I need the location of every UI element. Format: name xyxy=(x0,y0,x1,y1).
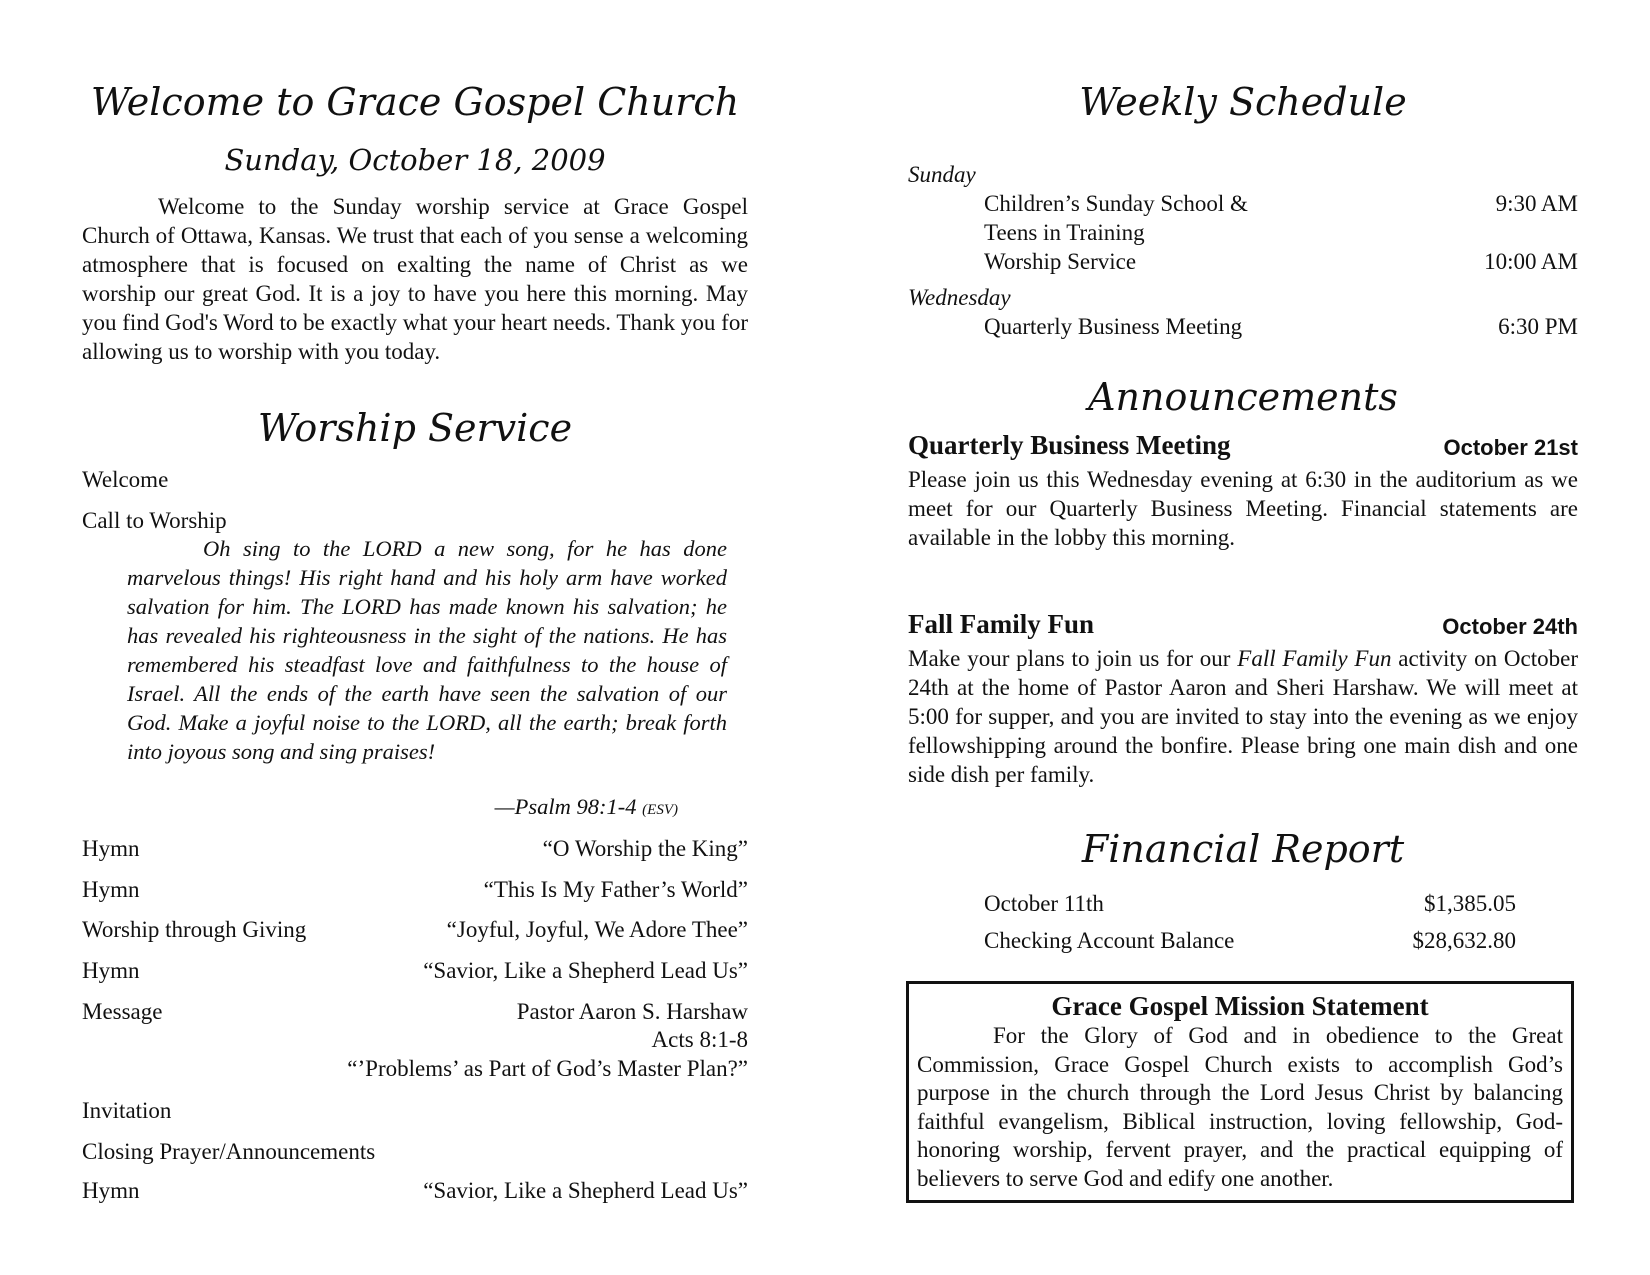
welcome-title: Welcome to Grace Gospel Church xyxy=(90,80,740,124)
worship-service-title: Worship Service xyxy=(257,406,573,450)
business-meeting-item: Quarterly Business Meeting xyxy=(984,314,1243,339)
sunday-label: Sunday xyxy=(908,162,976,187)
mission-text: For the Glory of God and in obedience to the Great Commission, Grace Gospel Church exists to accomplish God’s purpose in the church through the Lord Jesus Christ by balancing faithful evangelism, Biblical instruction, loving fellowship, God-honoring worship, fervent prayer, and the practical equipping of believers to serve God and edify one another. xyxy=(917,1023,1563,1191)
closing-item: Closing Prayer/Announcements xyxy=(82,1139,376,1164)
mission-statement-box xyxy=(906,981,1574,1203)
message-scripture: Acts 8:1-8 xyxy=(651,1027,748,1052)
announcements-title: Announcements xyxy=(1088,375,1398,419)
financial-row-2-label: Checking Account Balance xyxy=(984,928,1235,953)
order-item-4: Hymn “Savior, Like a Shepherd Lead Us” xyxy=(82,958,748,983)
announcement-1-title: Quarterly Business Meeting xyxy=(908,430,1231,460)
sunday-school-item: Children’s Sunday School & xyxy=(984,191,1248,216)
welcome-paragraph: Welcome to the Sunday worship service at Grace Gospel Church of Ottawa, Kansas. We trust that each of you sense a welcoming atmosphere that is focused on exalting the name of Christ as we worship our great God. It is a joy to have you here this morning. May you find God's Word to be exactly what your heart needs. Thank you for allowing us to worship with you today. xyxy=(82,194,748,364)
date-line: Sunday, October 18, 2009 xyxy=(224,143,606,177)
scripture-verse: Oh sing to the LORD a new song, for he has done marvelous things! His right hand and his holy arm have worked salvation for him. The LORD has made known his salvation; he has revealed his righteousness in the sight of the nations. He has remembered his steadfast love and faithfulness to the house of Israel. All the ends of the earth have seen the salvation of our God. Make a joyful noise to the LORD, all the earth; break forth into joyous song and sing praises! xyxy=(127,536,727,764)
order-item-final-hymn: Hymn “Savior, Like a Shepherd Lead Us” xyxy=(82,1178,748,1203)
invitation-item: Invitation xyxy=(82,1098,172,1123)
financial-row-1-value: $1,385.05 xyxy=(1424,891,1516,916)
teens-in-training-item: Teens in Training xyxy=(984,220,1145,245)
financial-row-1-label: October 11th xyxy=(984,891,1104,916)
message-title: “’Problems’ as Part of God’s Master Plan?” xyxy=(347,1056,748,1081)
mission-title: Grace Gospel Mission Statement xyxy=(1051,991,1429,1021)
announcement-2-date: October 24th xyxy=(1442,614,1578,639)
announcement-1-date: October 21st xyxy=(1443,435,1578,460)
welcome-item: Welcome xyxy=(82,467,169,492)
order-item-message: Message Pastor Aaron S. Harshaw xyxy=(82,999,748,1024)
business-meeting-time: 6:30 PM xyxy=(1498,314,1578,339)
order-item-3: Worship through Giving “Joyful, Joyful, We Adore Thee” xyxy=(82,917,748,942)
verse-reference: —Psalm 98:1-4 (ESV) xyxy=(494,794,678,819)
sunday-school-time: 9:30 AM xyxy=(1495,191,1578,216)
order-item-1: Hymn “O Worship the King” xyxy=(82,836,748,861)
announcement-2-title: Fall Family Fun xyxy=(908,609,1095,639)
announcement-1-text: Please join us this Wednesday evening at 6:30 in the auditorium as we meet for our Quarterly Business Meeting. Financial statements are available in the lobby this morning. xyxy=(908,467,1578,550)
announcement-2-text: Make your plans to join us for our Fall Family Fun activity on October 24th at the home of Pastor Aaron and Sheri Harshaw. We will meet at 5:00 for supper, and you are invited to stay into the evening as we enjoy fellowshipping around the bonfire. Please bring one main dish and one side dish per family. xyxy=(908,646,1578,787)
order-item-2: Hymn “This Is My Father’s World” xyxy=(82,877,748,902)
worship-service-time: 10:00 AM xyxy=(1484,249,1578,274)
call-to-worship-item: Call to Worship xyxy=(82,508,227,533)
financial-report-title: Financial Report xyxy=(1081,827,1405,871)
financial-row-2-value: $28,632.80 xyxy=(1412,928,1516,953)
wednesday-label: Wednesday xyxy=(908,285,1011,310)
weekly-schedule-title: Weekly Schedule xyxy=(1079,80,1407,124)
worship-service-item: Worship Service xyxy=(984,249,1137,274)
